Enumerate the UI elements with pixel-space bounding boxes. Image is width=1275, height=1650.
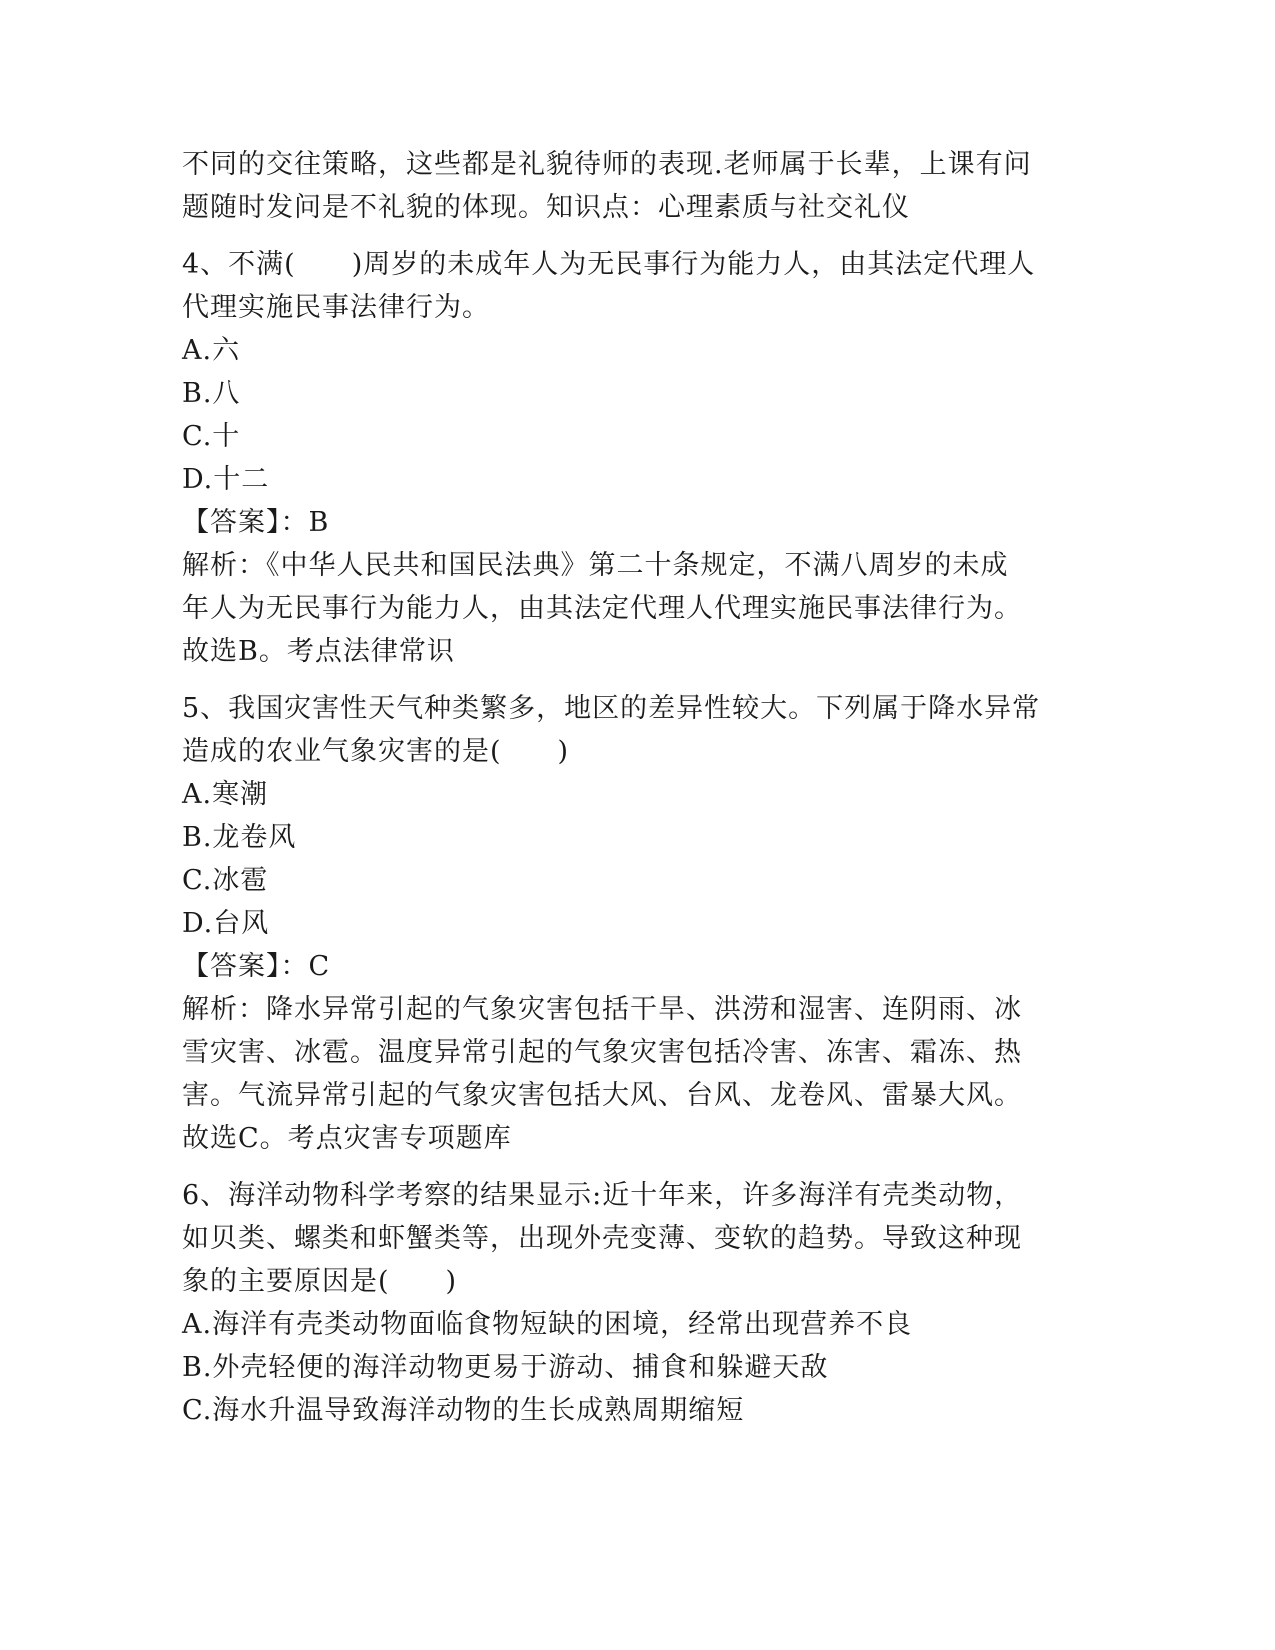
question-text: 5、我国灾害性天气种类繁多，地区的差异性较大。下列属于降水异常 [182, 693, 1041, 724]
option-d: D.十二 [182, 464, 270, 495]
analysis-text: 年人为无民事行为能力人，由其法定代理人代理实施民事法律行为。 [182, 593, 1022, 624]
analysis-text: 解析：降水异常引起的气象灾害包括干旱、洪涝和湿害、连阴雨、冰 [182, 994, 1022, 1025]
analysis-text: 故选C。考点灾害专项题库 [182, 1123, 512, 1154]
question-text: 如贝类、螺类和虾蟹类等，出现外壳变薄、变软的趋势。导致这种现 [182, 1223, 1022, 1254]
question-5 [182, 687, 1082, 1160]
option-c: C.海水升温导致海洋动物的生长成熟周期缩短 [182, 1395, 745, 1426]
analysis-text: 害。气流异常引起的气象灾害包括大风、台风、龙卷风、雷暴大风。 [182, 1080, 1022, 1111]
text-line: 题随时发问是不礼貌的体现。知识点：心理素质与社交礼仪 [182, 192, 910, 223]
answer-line: 【答案】：C [182, 951, 331, 982]
question-text: 象的主要原因是( ) [182, 1266, 458, 1297]
analysis-text: 解析：《中华人民共和国民法典》第二十条规定，不满八周岁的未成 [182, 550, 1009, 581]
analysis-text: 故选B。考点法律常识 [182, 636, 455, 667]
question-text: 造成的农业气象灾害的是( ) [182, 736, 570, 767]
question-text: 代理实施民事法律行为。 [182, 292, 490, 323]
answer-line: 【答案】：B [182, 507, 330, 538]
option-c: C.冰雹 [182, 865, 269, 896]
question-text: 6、海洋动物科学考察的结果显示:近十年来，许多海洋有壳类动物， [182, 1180, 1023, 1211]
option-a: A.海洋有壳类动物面临食物短缺的困境，经常出现营养不良 [182, 1309, 913, 1340]
question-4 [182, 243, 1082, 673]
option-d: D.台风 [182, 908, 270, 939]
option-a: A.寒潮 [182, 779, 269, 810]
document-page [182, 143, 1082, 1432]
option-b: B.龙卷风 [182, 822, 297, 853]
option-c: C.十 [182, 421, 241, 452]
text-line: 不同的交往策略，这些都是礼貌待师的表现.老师属于长辈，上课有问 [182, 149, 1032, 180]
question-6 [182, 1174, 1082, 1432]
analysis-text: 雪灾害、冰雹。温度异常引起的气象灾害包括冷害、冻害、霜冻、热 [182, 1037, 1022, 1068]
option-a: A.六 [182, 335, 241, 366]
option-b: B.外壳轻便的海洋动物更易于游动、捕食和躲避天敌 [182, 1352, 829, 1383]
option-b: B.八 [182, 378, 241, 409]
question-text: 4、不满( )周岁的未成年人为无民事行为能力人，由其法定代理人 [182, 249, 1036, 280]
intro-paragraph [182, 143, 1082, 229]
